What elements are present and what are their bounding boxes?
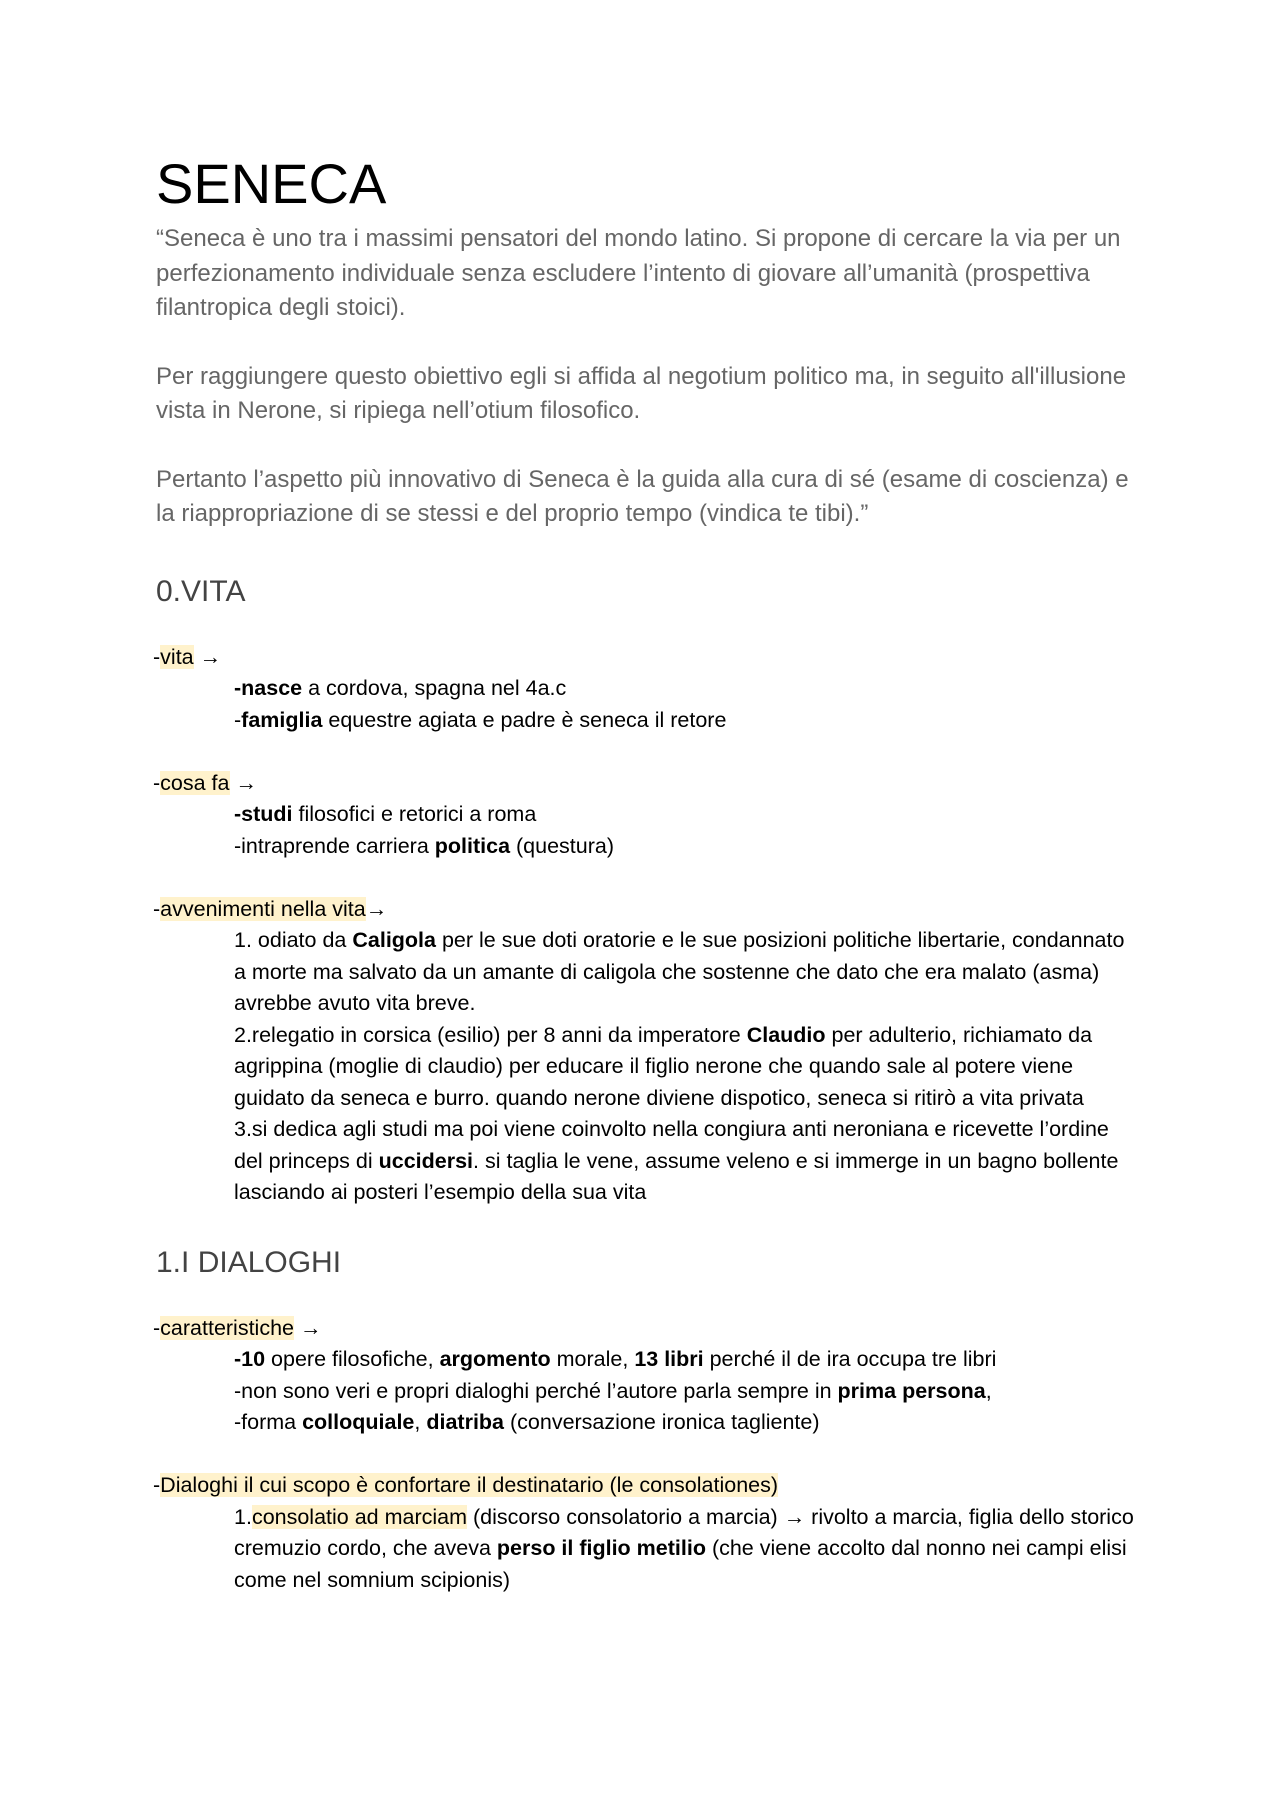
section-heading-vita: 0.VITA <box>156 574 246 608</box>
list-item: -studi filosofici e retorici a roma <box>234 802 537 826</box>
list-item: -forma colloquiale, diatriba (conversazione ironica tagliente) <box>234 1410 820 1434</box>
list-item: 3.si dedica agli studi ma poi viene coinvolto nella congiura anti neroniana e ricevette l’ordine del princeps di uccidersi. si taglia le vene, assume veleno e si immerge in un bagno bollente lasciando ai posteri l’esempio della sua vita <box>234 1117 1119 1204</box>
section-heading-dialoghi: 1.I DIALOGHI <box>156 1245 342 1279</box>
intro-paragraph: “Seneca è uno tra i massimi pensatori del mondo latino. Si propone di cercare la via per un perfezionamento individuale senza escludere l’intento di giovare all’umanità (prospettiva filantropica degli stoici). <box>156 225 1121 321</box>
consolationes-block <box>153 1470 1136 1596</box>
list-item: -10 opere filosofiche, argomento morale, 13 libri perché il de ira occupa tre libri <box>234 1347 997 1371</box>
caratteristiche-block <box>153 1313 1136 1439</box>
vita-label: -vita → <box>153 644 222 669</box>
arrow-icon: → <box>365 896 388 921</box>
caratteristiche-label: -caratteristiche → <box>153 1315 322 1340</box>
arrow-icon: → <box>300 1315 322 1340</box>
intro-paragraph: Pertanto l’aspetto più innovativo di Seneca è la guida alla cura di sé (esame di coscienza) e la riappropriazione di se stessi e del proprio tempo (vindica te tibi).” <box>156 465 1129 527</box>
list-item: 2.relegatio in corsica (esilio) per 8 anni da imperatore Claudio per adulterio, richiamato da agrippina (moglie di claudio) per educare il figlio nerone che quando sale al potere viene guidato da seneca e burro. quando nerone diviene dispotico, seneca si ritirò a vita privata <box>234 1022 1093 1110</box>
list-item: -intraprende carriera politica (questura) <box>234 833 614 858</box>
document-page <box>153 152 1136 1628</box>
intro-paragraph: Per raggiungere questo obiettivo egli si affida al negotium politico ma, in seguito all'illusione vista in Nerone, si ripiega nell’otium filosofico. <box>156 362 1127 424</box>
list-item: -non sono veri e propri dialoghi perché l’autore parla sempre in prima persona, <box>234 1378 992 1403</box>
avvenimenti-label: -avvenimenti nella vita→ <box>153 896 388 921</box>
cosa-fa-label: -cosa fa → <box>153 770 257 795</box>
list-item: -nasce a cordova, spagna nel 4a.c <box>234 676 567 700</box>
vita-block <box>153 642 1136 737</box>
list-item: 1. odiato da Caligola per le sue doti oratorie e le sue posizioni politiche libertarie, condannato a morte ma salvato da un amante di caligola che sostenne che dato che era malato (asma) avrebbe avuto vita breve. <box>234 928 1125 1015</box>
avvenimenti-block <box>153 894 1136 1209</box>
list-item: -famiglia equestre agiata e padre è seneca il retore <box>234 707 727 732</box>
intro-quote <box>156 222 1136 532</box>
list-item: 1.consolatio ad marciam (discorso consolatorio a marcia) → rivolto a marcia, figlia dello storico cremuzio cordo, che aveva perso il figlio metilio (che viene accolto dal nonno nei campi elisi come nel somnium scipionis) <box>234 1504 1134 1592</box>
arrow-icon: → <box>199 644 222 669</box>
cosa-fa-block <box>153 768 1136 863</box>
arrow-icon: → <box>235 770 257 795</box>
consolationes-label: -Dialoghi il cui scopo è confortare il destinatario (le consolationes) <box>153 1473 779 1497</box>
page-title: SENECA <box>156 152 387 215</box>
